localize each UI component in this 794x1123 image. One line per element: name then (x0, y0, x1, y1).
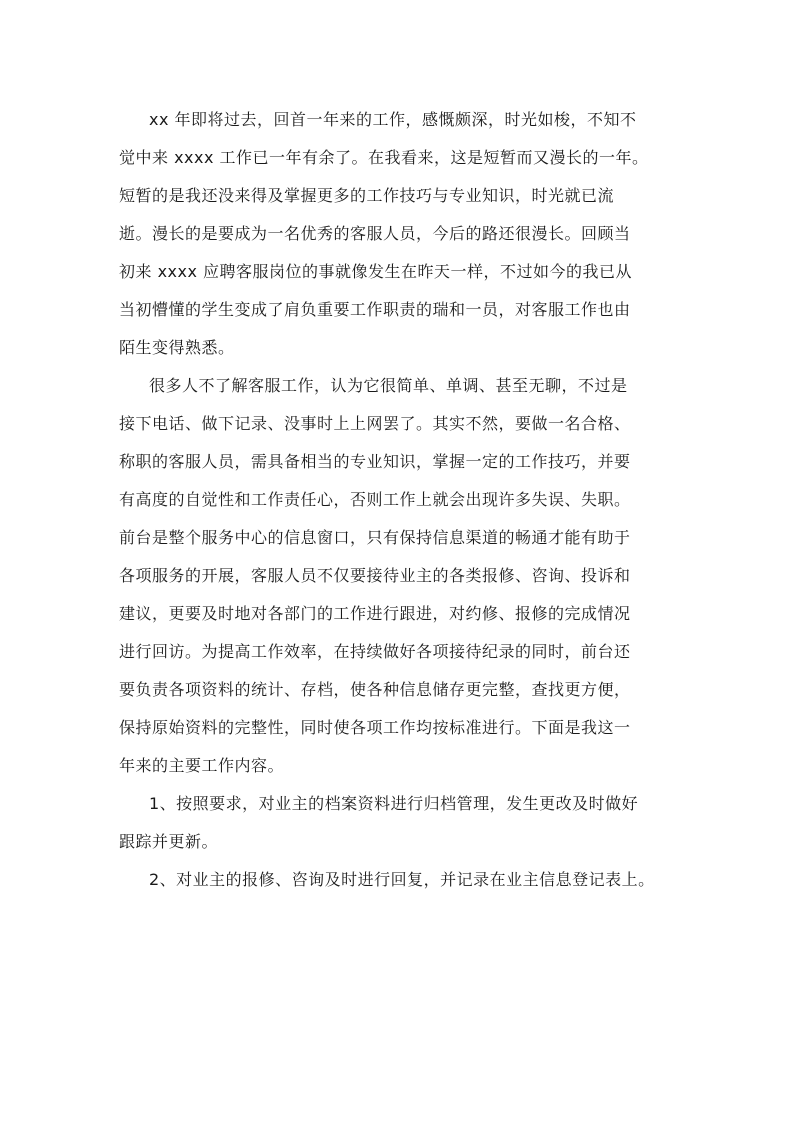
text-line: 很多人不了解客服工作，认为它很简单、单调、甚至无聊，不过是 (149, 376, 628, 395)
text-line: 前台是整个服务中心的信息窗口，只有保持信息渠道的畅通才能有助于 (119, 528, 631, 547)
text-line: 称职的客服人员，需具备相当的专业知识，掌握一定的工作技巧，并要 (119, 452, 631, 471)
text-line: 有高度的自觉性和工作责任心，否则工作上就会出现许多失误、失职。 (119, 490, 631, 509)
text-line: 要负责各项资料的统计、存档，使各种信息储存更完整，查找更方便， (119, 680, 631, 699)
text-line: 短暂的是我还没来得及掌握更多的工作技巧与专业知识，时光就已流 (119, 186, 615, 205)
paragraph-2 (119, 367, 676, 785)
text-line: 建议，更要及时地对各部门的工作进行跟进，对约修、报修的完成情况 (119, 604, 631, 623)
text-line: 跟踪并更新。 (119, 832, 219, 851)
text-line: 当初懵懂的学生变成了肩负重要工作职责的瑞和一员，对客服工作也由 (119, 300, 631, 319)
text-line: 各项服务的开展，客服人员不仅要接待业主的各类报修、咨询、投诉和 (119, 566, 631, 585)
text-line: xx 年即将过去，回首一年来的工作，感慨颇深，时光如梭，不知不 (149, 110, 637, 129)
text-line: 逝。漫长的是要成为一名优秀的客服人员，今后的路还很漫长。回顾当 (119, 224, 631, 243)
text-line: 初来 xxxx 应聘客服岗位的事就像发生在昨天一样，不过如今的我已从 (119, 262, 633, 281)
text-line: 2、对业主的报修、咨询及时进行回复，并记录在业主信息登记表上。 (149, 870, 655, 889)
document-body (119, 101, 676, 899)
text-line: 陌生变得熟悉。 (119, 338, 235, 357)
text-line: 觉中来 xxxx 工作已一年有余了。在我看来，这是短暂而又漫长的一年。 (119, 148, 649, 167)
paragraph-4 (119, 861, 676, 899)
text-line: 进行回访。为提高工作效率，在持续做好各项接待纪录的同时，前台还 (119, 642, 631, 661)
text-line: 年来的主要工作内容。 (119, 756, 285, 775)
paragraph-1 (119, 101, 676, 367)
text-line: 保持原始资料的完整性，同时使各项工作均按标准进行。下面是我这一 (119, 718, 631, 737)
text-line: 1、按照要求，对业主的档案资料进行归档管理，发生更改及时做好 (149, 794, 639, 813)
text-line: 接下电话、做下记录、没事时上上网罢了。其实不然，要做一名合格、 (119, 414, 631, 433)
paragraph-3 (119, 785, 676, 861)
